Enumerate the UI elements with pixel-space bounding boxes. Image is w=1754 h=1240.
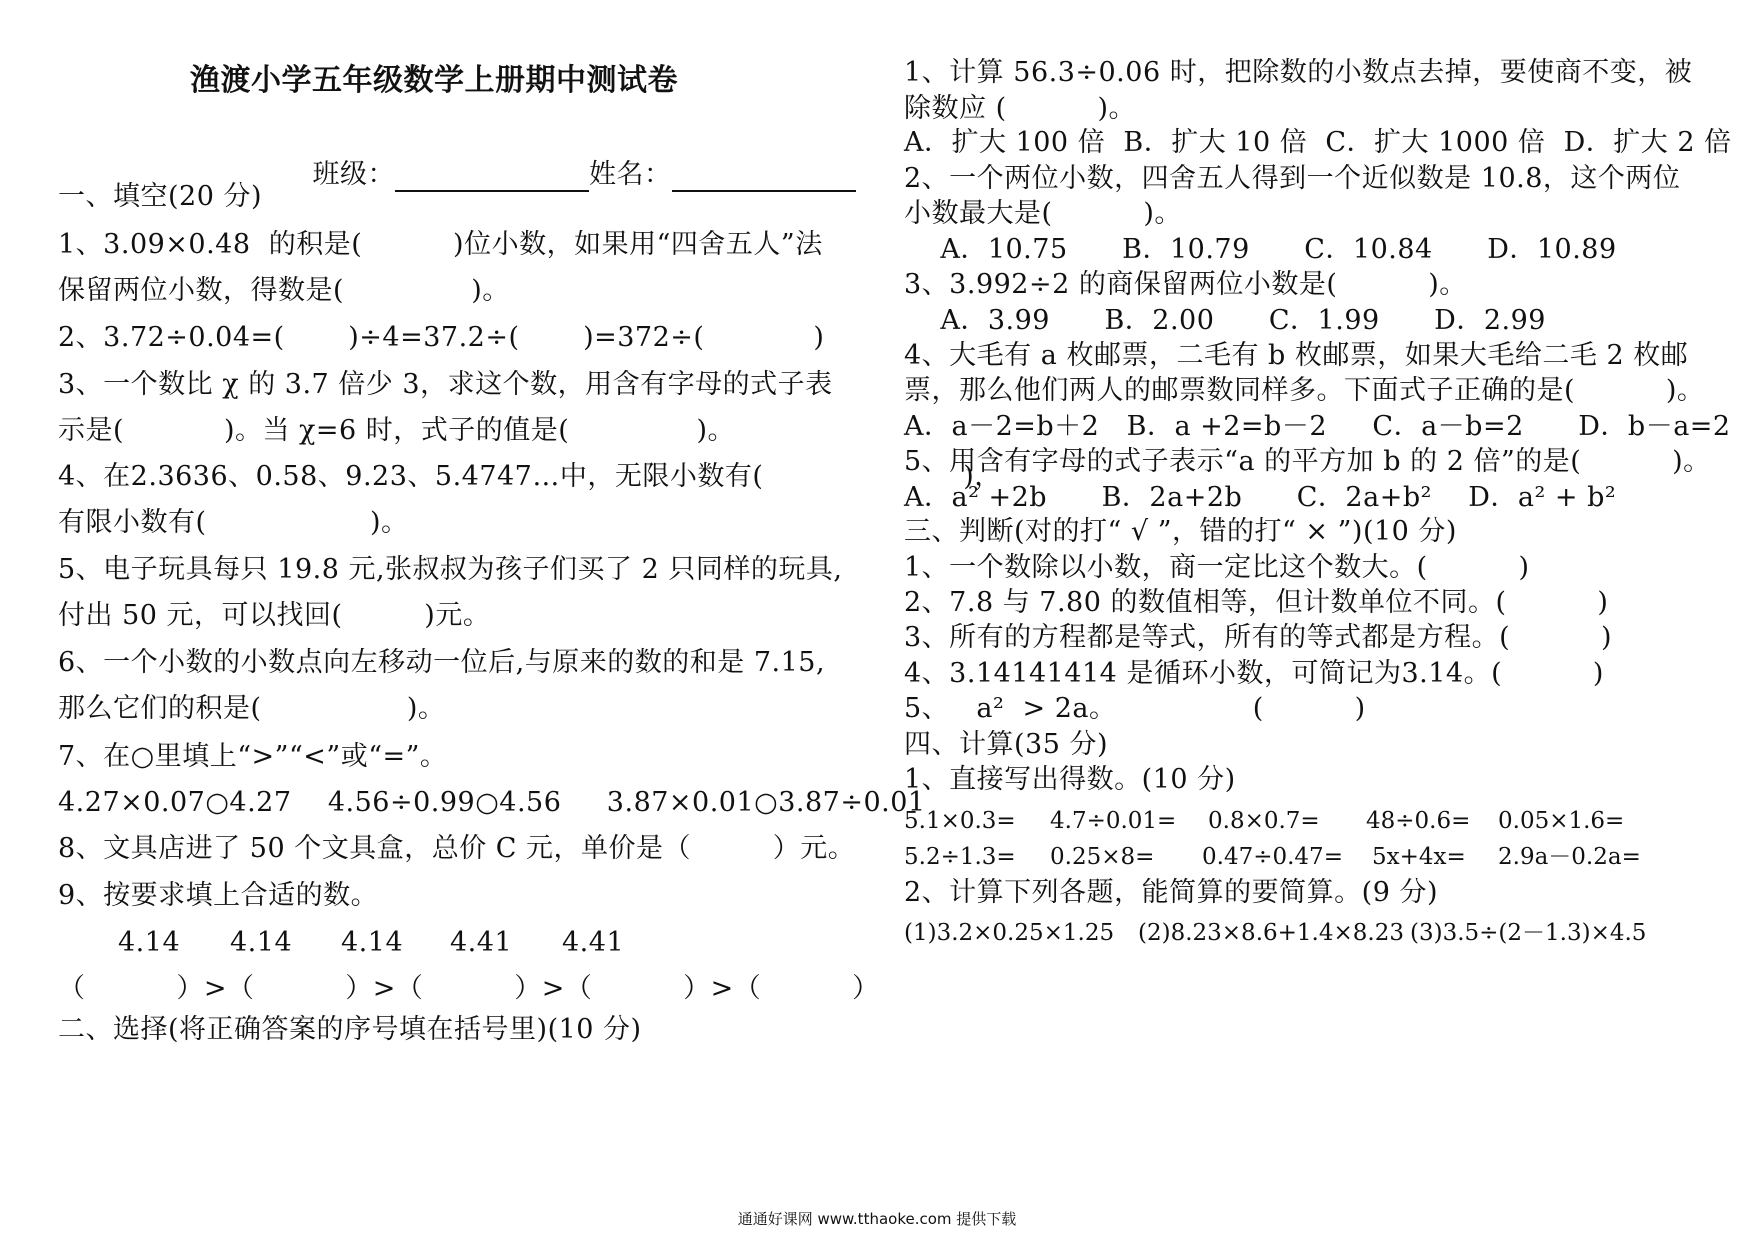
section-2-heading: 二、选择(将正确答案的序号填在括号里)(10 分) [58, 1014, 642, 1045]
calc-1-item: 0.05×1.6= [1498, 808, 1625, 834]
footer-credit: 通通好课网 www.tthaoke.com 提供下载 [737, 1210, 1017, 1228]
name-label: 姓名： [589, 159, 672, 190]
page-title: 渔渡小学五年级数学上册期中测试卷 [190, 63, 678, 98]
judge-4: 4、3.14141414 是循环小数，可简记为3.14。( ) [904, 658, 1604, 689]
q9-number-3: 4.14 [341, 927, 404, 958]
choice-2-line-1: 2、一个两位小数，四舍五人得到一个近似数是 10.8，这个两位 [904, 163, 1681, 194]
calc-1-heading: 1、直接写出得数。(10 分) [904, 764, 1236, 795]
question-8: 8、文具店进了 50 个文具盒，总价 C 元，单价是（ ）元。 [58, 833, 856, 864]
class-label: 班级： [312, 159, 395, 190]
choice-3-options: A．3.99 B．2.00 C．1.99 D．2.99 [904, 305, 1546, 336]
choice-1-options: A．扩大 100 倍 B．扩大 10 倍 C．扩大 1000 倍 D．扩大 2 倍 [904, 127, 1732, 158]
calc-1-item: 5x+4x= [1372, 844, 1466, 870]
class-blank[interactable] [395, 162, 589, 192]
question-4-line-2: 有限小数有( )。 [58, 507, 409, 538]
class-name-line [258, 124, 856, 226]
question-2: 2、3.72÷0.04=( )÷4=37.2÷( )=372÷( ) [58, 322, 825, 353]
calc-1-item: 2.9a－0.2a= [1498, 844, 1641, 870]
choice-4-options: A．a－2=b＋2 B．a +2=b－2 C．a－b=2 D．b－a=2 [904, 411, 1731, 442]
question-6-line-1: 6、一个小数的小数点向左移动一位后,与原来的数的和是 7.15, [58, 647, 826, 678]
calc-2-item: (3)3.5÷(2－1.3)×4.5 [1410, 920, 1647, 946]
question-1-line-2: 保留两位小数，得数是( )。 [58, 275, 510, 306]
question-5-line-2: 付出 50 元，可以找回( )元。 [58, 600, 491, 631]
calc-1-item: 0.47÷0.47= [1202, 844, 1343, 870]
choice-4-line-1: 4、大毛有 a 枚邮票，二毛有 b 枚邮票，如果大毛给二毛 2 枚邮 [904, 340, 1689, 371]
choice-5-options: A．a² +2b B．2a+2b C．2a+b² D．a² + b² [904, 482, 1617, 513]
calc-1-item: 4.7÷0.01= [1050, 808, 1177, 834]
choice-1-line-2: 除数应 ( )。 [904, 93, 1136, 124]
choice-4-line-2: 票，那么他们两人的邮票数同样多。下面式子正确的是( )。 [904, 375, 1705, 406]
section-4-heading: 四、计算(35 分) [904, 729, 1109, 760]
name-blank[interactable] [672, 162, 856, 192]
q9-number-1: 4.14 [118, 927, 181, 958]
question-6-line-2: 那么它们的积是( )。 [58, 693, 446, 724]
question-1-line-1: 1、3.09×0.48 的积是( )位小数，如果用“四舍五人”法 [58, 229, 823, 260]
choice-5: 5、用含有字母的式子表示“a 的平方加 b 的 2 倍”的是( )。 [904, 446, 1711, 477]
question-4-line-1: 4、在2.3636、0.58、9.23、5.4747…中，无限小数有( )， [58, 461, 1002, 492]
calc-1-item: 48÷0.6= [1366, 808, 1471, 834]
judge-2: 2、7.8 与 7.80 的数值相等，但计数单位不同。( ) [904, 587, 1609, 618]
calc-1-item: 5.2÷1.3= [904, 844, 1016, 870]
judge-1: 1、一个数除以小数，商一定比这个数大。( ) [904, 552, 1530, 583]
choice-2-options: A．10.75 B．10.79 C．10.84 D．10.89 [904, 234, 1617, 265]
judge-3: 3、所有的方程都是等式，所有的等式都是方程。( ) [904, 622, 1613, 653]
q9-number-5: 4.41 [562, 927, 625, 958]
calc-2-item: (2)8.23×8.6+1.4×8.23 [1138, 920, 1404, 946]
question-3-line-1: 3、一个数比 χ 的 3.7 倍少 3，求这个数，用含有字母的式子表 [58, 369, 833, 400]
choice-3: 3、3.992÷2 的商保留两位小数是( )。 [904, 269, 1467, 300]
q9-number-4: 4.41 [450, 927, 513, 958]
section-3-heading: 三、判断(对的打“ √ ”，错的打“ × ”)(10 分) [904, 516, 1457, 547]
calc-2-heading: 2、计算下列各题，能简算的要简算。(9 分) [904, 877, 1439, 908]
q9-number-2: 4.14 [230, 927, 293, 958]
q9-order-line: （ ）>（ ）>（ ）>（ ）>（ ） [58, 973, 880, 1004]
question-7-line-2: 4.27×0.07○4.27 4.56÷0.99○4.56 3.87×0.01○3.87÷0.01 [58, 787, 926, 818]
calc-1-item: 0.25×8= [1050, 844, 1155, 870]
judge-5: 5、 a² > 2a。 ( ) [904, 693, 1366, 724]
question-9: 9、按要求填上合适的数。 [58, 880, 379, 911]
question-7-line-1: 7、在○里填上“>”“<”或“=”。 [58, 741, 448, 772]
choice-2-line-2: 小数最大是( )。 [904, 198, 1182, 229]
calc-1-item: 0.8×0.7= [1208, 808, 1320, 834]
calc-1-item: 5.1×0.3= [904, 808, 1016, 834]
choice-1-line-1: 1、计算 56.3÷0.06 时，把除数的小数点去掉，要使商不变，被 [904, 57, 1693, 88]
calc-2-item: (1)3.2×0.25×1.25 [904, 920, 1115, 946]
section-1-heading: 一、填空(20 分) [58, 181, 263, 212]
question-3-line-2: 示是( )。当 χ=6 时，式子的值是( )。 [58, 415, 736, 446]
question-5-line-1: 5、电子玩具每只 19.8 元,张叔叔为孩子们买了 2 只同样的玩具, [58, 554, 843, 585]
